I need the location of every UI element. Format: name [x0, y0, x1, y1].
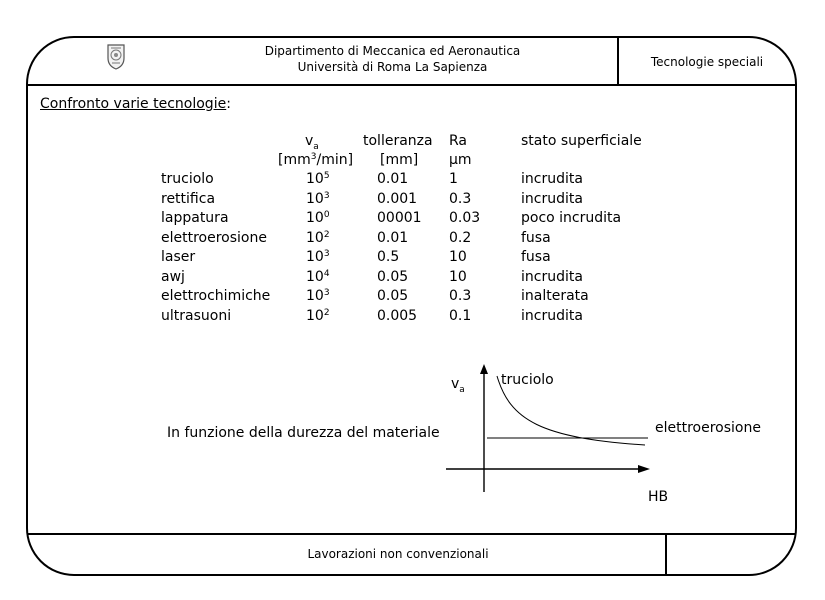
row-va: $10^4$	[306, 268, 330, 285]
row-va: $10^5$	[306, 171, 330, 187]
row-ra: 0.2	[449, 229, 472, 246]
row-ra: 10	[449, 249, 467, 265]
row-name: truciolo	[161, 171, 214, 187]
line-label-elettroerosione: elettroerosione	[655, 420, 761, 436]
row-stato: incrudita	[521, 268, 583, 285]
row-ra: 10	[449, 268, 467, 285]
row-stato: incrudita	[521, 171, 583, 187]
header-tolleranza: tolleranza	[363, 133, 433, 149]
row-tolleranza: 0.01	[377, 229, 409, 246]
row-tolleranza: 00001	[377, 210, 422, 226]
header-stato: stato superficiale	[521, 133, 642, 149]
header-course-title: Tecnologie speciali	[650, 55, 764, 69]
y-axis-label: $v_a$	[451, 376, 465, 395]
row-va: $10^3$	[306, 190, 330, 207]
row-name: elettrochimiche	[161, 288, 271, 304]
row-ra: 1	[449, 171, 458, 187]
row-stato: poco incrudita	[521, 210, 622, 226]
row-name: awj	[161, 268, 185, 285]
graph-caption: In funzione della durezza del materiale	[167, 425, 440, 441]
x-axis-label: HB	[648, 489, 669, 505]
row-name: rettifica	[161, 190, 216, 207]
row-name: elettroerosione	[161, 229, 267, 246]
footer-text: Lavorazioni non convenzionali	[307, 547, 489, 561]
row-ra: 0.1	[449, 307, 472, 324]
header-ra-unit: μm	[449, 152, 472, 168]
row-ra: 0.03	[449, 210, 481, 226]
row-va: $10^2$	[306, 307, 330, 324]
row-name: laser	[161, 249, 196, 265]
row-va: $10^2$	[306, 229, 330, 246]
row-stato: inalterata	[521, 288, 589, 304]
header-tolleranza-unit: [mm]	[380, 152, 419, 168]
header-department: Dipartimento di Meccanica ed Aeronautica	[264, 44, 521, 58]
row-tolleranza: 0.001	[377, 190, 418, 207]
row-va: $10^0$	[306, 210, 330, 226]
header-va: $v_a$	[305, 133, 319, 152]
row-name: ultrasuoni	[161, 307, 232, 324]
x-axis-arrow	[638, 465, 650, 473]
row-ra: 0.3	[449, 190, 472, 207]
y-axis-arrow	[480, 364, 488, 374]
row-stato: fusa	[521, 249, 551, 265]
header-ra: Ra	[449, 133, 467, 149]
header-va-unit: $[mm^3/\min]$	[278, 152, 354, 168]
row-stato: incrudita	[521, 190, 583, 207]
row-ra: 0.3	[449, 288, 472, 304]
section-title-colon: :	[226, 96, 231, 112]
row-tolleranza: 0.01	[377, 171, 409, 187]
row-name: lappatura	[161, 210, 229, 226]
curve-label-truciolo: truciolo	[501, 372, 554, 388]
row-tolleranza: 0.05	[377, 288, 409, 304]
row-tolleranza: 0.05	[377, 268, 409, 285]
row-tolleranza: 0.005	[377, 307, 418, 324]
row-stato: fusa	[521, 229, 551, 246]
row-va: $10^3$	[306, 249, 330, 265]
row-va: $10^3$	[306, 288, 330, 304]
section-title-text: Confronto varie tecnologie	[40, 96, 227, 112]
row-tolleranza: 0.5	[377, 249, 400, 265]
header-university: Università di Roma La Sapienza	[297, 60, 488, 74]
row-stato: incrudita	[521, 307, 583, 324]
